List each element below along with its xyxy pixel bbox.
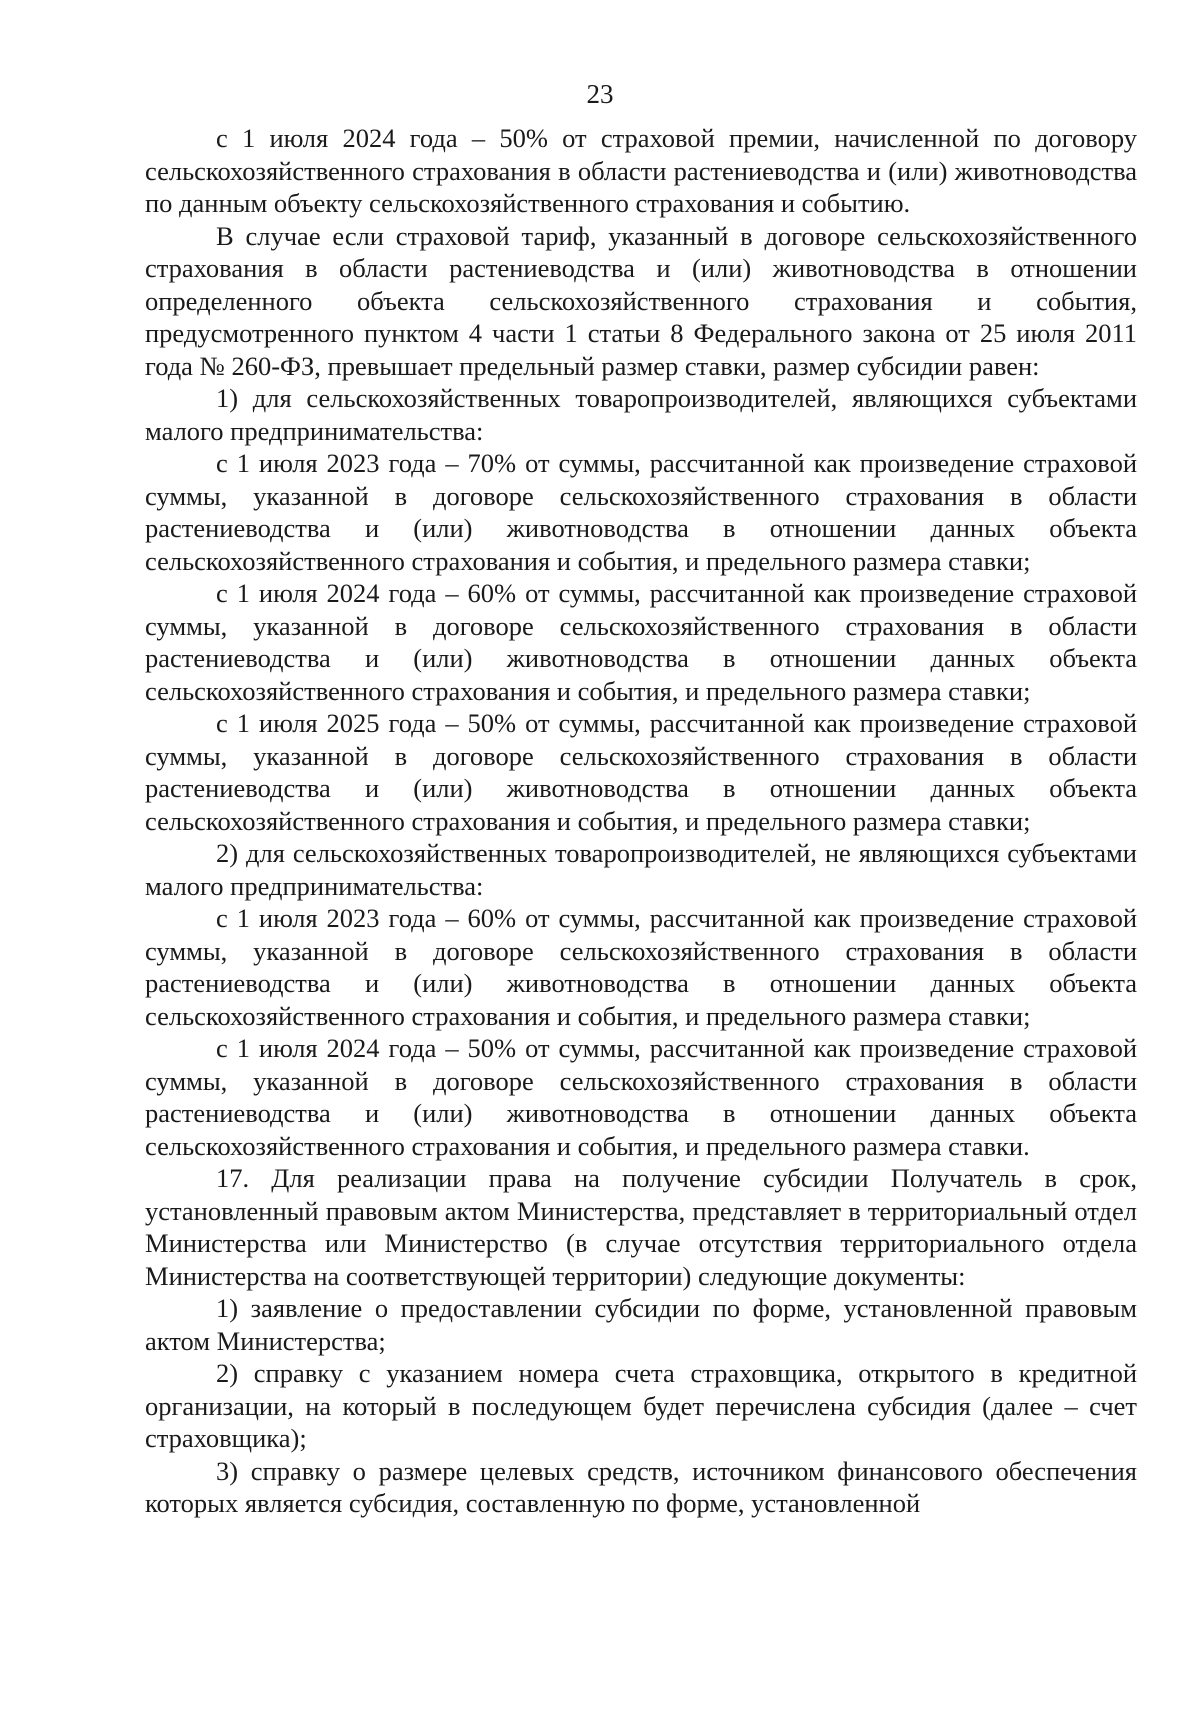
paragraph: с 1 июля 2023 года – 60% от суммы, рассчитанной как произведение страховой суммы, указанной в договоре сельскохозяйственного страхования в области растениеводства и (или) животноводства в отношении данных объекта сельскохозяйственного страхования и события, и предельного размера ставки; xyxy=(145,903,1137,1031)
paragraph: 1) заявление о предоставлении субсидии по форме, установленной правовым актом Министерства; xyxy=(145,1293,1137,1356)
paragraph: 1) для сельскохозяйственных товаропроизводителей, являющихся субъектами малого предпринимательства: xyxy=(145,383,1137,446)
paragraph: с 1 июля 2024 года – 60% от суммы, рассчитанной как произведение страховой суммы, указанной в договоре сельскохозяйственного страхования в области растениеводства и (или) животноводства в отношении данных объекта сельскохозяйственного страхования и события, и предельного размера ставки; xyxy=(145,578,1137,706)
paragraph: с 1 июля 2024 года – 50% от суммы, рассчитанной как произведение страховой суммы, указанной в договоре сельскохозяйственного страхования в области растениеводства и (или) животноводства в отношении данных объекта сельскохозяйственного страхования и события, и предельного размера ставки. xyxy=(145,1033,1137,1161)
paragraph: 3) справку о размере целевых средств, источником финансового обеспечения которых является субсидия, составленную по форме, установленной xyxy=(145,1455,1137,1518)
paragraph: с 1 июля 2024 года – 50% от страховой премии, начисленной по договору сельскохозяйственного страхования в области растениеводства и (или) животноводства по данным объекту сельскохозяйственного страхования и событию. xyxy=(145,123,1137,218)
document-body xyxy=(145,122,1137,1520)
paragraph: 17. Для реализации права на получение субсидии Получатель в срок, установленный правовым актом Министерства, представляет в территориальный отдел Министерства или Министерство (в случае отсутствия территориального отдела Министерства на соответствующей территории) следующие документы: xyxy=(145,1163,1137,1291)
paragraph: с 1 июля 2023 года – 70% от суммы, рассчитанной как произведение страховой суммы, указанной в договоре сельскохозяйственного страхования в области растениеводства и (или) животноводства в отношении данных объекта сельскохозяйственного страхования и события, и предельного размера ставки; xyxy=(145,448,1137,576)
paragraph: 2) справку с указанием номера счета страховщика, открытого в кредитной организации, на который в последующем будет перечислена субсидия (далее – счет страховщика); xyxy=(145,1358,1137,1453)
paragraph: В случае если страховой тариф, указанный в договоре сельскохозяйственного страхования в области растениеводства и (или) животноводства в отношении определенного объекта сельскохозяйственного страхования и события, предусмотренного пунктом 4 части 1 статьи 8 Федерального закона от 25 июля 2011 года № 260-ФЗ, превышает предельный размер ставки, размер субсидии равен: xyxy=(145,220,1137,381)
paragraph: с 1 июля 2025 года – 50% от суммы, рассчитанной как произведение страховой суммы, указанной в договоре сельскохозяйственного страхования в области растениеводства и (или) животноводства в отношении данных объекта сельскохозяйственного страхования и события, и предельного размера ставки; xyxy=(145,708,1137,836)
paragraph: 2) для сельскохозяйственных товаропроизводителей, не являющихся субъектами малого предпринимательства: xyxy=(145,838,1137,901)
page-number: 23 xyxy=(586,79,614,109)
